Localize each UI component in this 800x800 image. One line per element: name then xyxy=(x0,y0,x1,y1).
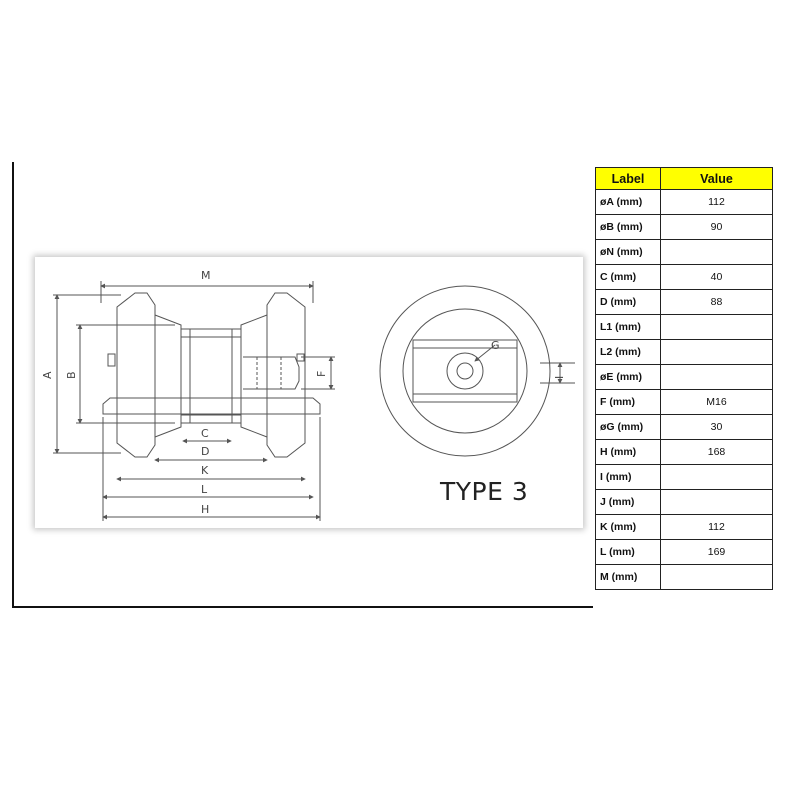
table-row xyxy=(596,365,773,390)
table-row xyxy=(596,290,773,315)
row-label: øA (mm) xyxy=(596,190,661,215)
side-view xyxy=(53,281,335,521)
row-value: 40 xyxy=(661,265,773,290)
row-label: øB (mm) xyxy=(596,215,661,240)
dim-label-c: C xyxy=(201,427,209,440)
table-row xyxy=(596,490,773,515)
row-value: 112 xyxy=(661,190,773,215)
outer-flange-circle xyxy=(380,286,550,456)
bore-circle xyxy=(457,363,473,379)
end-view xyxy=(380,286,575,456)
table-row xyxy=(596,465,773,490)
table-row xyxy=(596,390,773,415)
dim-label-b: B xyxy=(65,371,78,379)
row-value: 168 xyxy=(661,440,773,465)
row-label: M (mm) xyxy=(596,565,661,590)
type-label: TYPE 3 xyxy=(440,477,529,506)
dim-label-k: K xyxy=(201,464,209,477)
table-row xyxy=(596,315,773,340)
table-row xyxy=(596,515,773,540)
row-label: øG (mm) xyxy=(596,415,661,440)
dim-label-f: F xyxy=(315,370,328,377)
shaft-end xyxy=(243,357,299,389)
table-row xyxy=(596,215,773,240)
table-row xyxy=(596,540,773,565)
inner-flange-circle xyxy=(403,309,527,433)
row-label: I (mm) xyxy=(596,465,661,490)
table-row xyxy=(596,340,773,365)
row-label: L2 (mm) xyxy=(596,340,661,365)
table-row xyxy=(596,190,773,215)
row-label: K (mm) xyxy=(596,515,661,540)
row-value xyxy=(661,565,773,590)
row-value: 169 xyxy=(661,540,773,565)
row-label: H (mm) xyxy=(596,440,661,465)
row-label: J (mm) xyxy=(596,490,661,515)
row-value: 90 xyxy=(661,215,773,240)
row-value xyxy=(661,315,773,340)
table-row xyxy=(596,265,773,290)
row-label: L (mm) xyxy=(596,540,661,565)
table-row xyxy=(596,440,773,465)
row-label: F (mm) xyxy=(596,390,661,415)
dim-label-d: D xyxy=(201,445,210,458)
row-label: C (mm) xyxy=(596,265,661,290)
row-label: øN (mm) xyxy=(596,240,661,265)
spec-table-header xyxy=(596,168,773,190)
row-label: D (mm) xyxy=(596,290,661,315)
dim-label-g: G xyxy=(491,339,500,352)
row-label: L1 (mm) xyxy=(596,315,661,340)
base-plate xyxy=(103,398,320,414)
dim-label-a: A xyxy=(41,371,54,379)
row-value: 112 xyxy=(661,515,773,540)
header-label: Label xyxy=(596,168,661,190)
row-value xyxy=(661,465,773,490)
table-row xyxy=(596,240,773,265)
table-row xyxy=(596,415,773,440)
row-value xyxy=(661,365,773,390)
row-value: 30 xyxy=(661,415,773,440)
technical-drawing xyxy=(35,257,583,528)
header-value: Value xyxy=(661,168,773,190)
dim-label-m: M xyxy=(201,269,211,282)
row-value: 88 xyxy=(661,290,773,315)
row-value xyxy=(661,240,773,265)
row-value: M16 xyxy=(661,390,773,415)
left-flange xyxy=(117,293,155,457)
dim-label-i: I xyxy=(553,375,566,379)
row-value xyxy=(661,340,773,365)
dim-label-h: H xyxy=(201,503,210,516)
spec-table xyxy=(595,167,773,590)
table-row xyxy=(596,565,773,590)
row-value xyxy=(661,490,773,515)
dim-label-l: L xyxy=(201,483,208,496)
row-label: øE (mm) xyxy=(596,365,661,390)
